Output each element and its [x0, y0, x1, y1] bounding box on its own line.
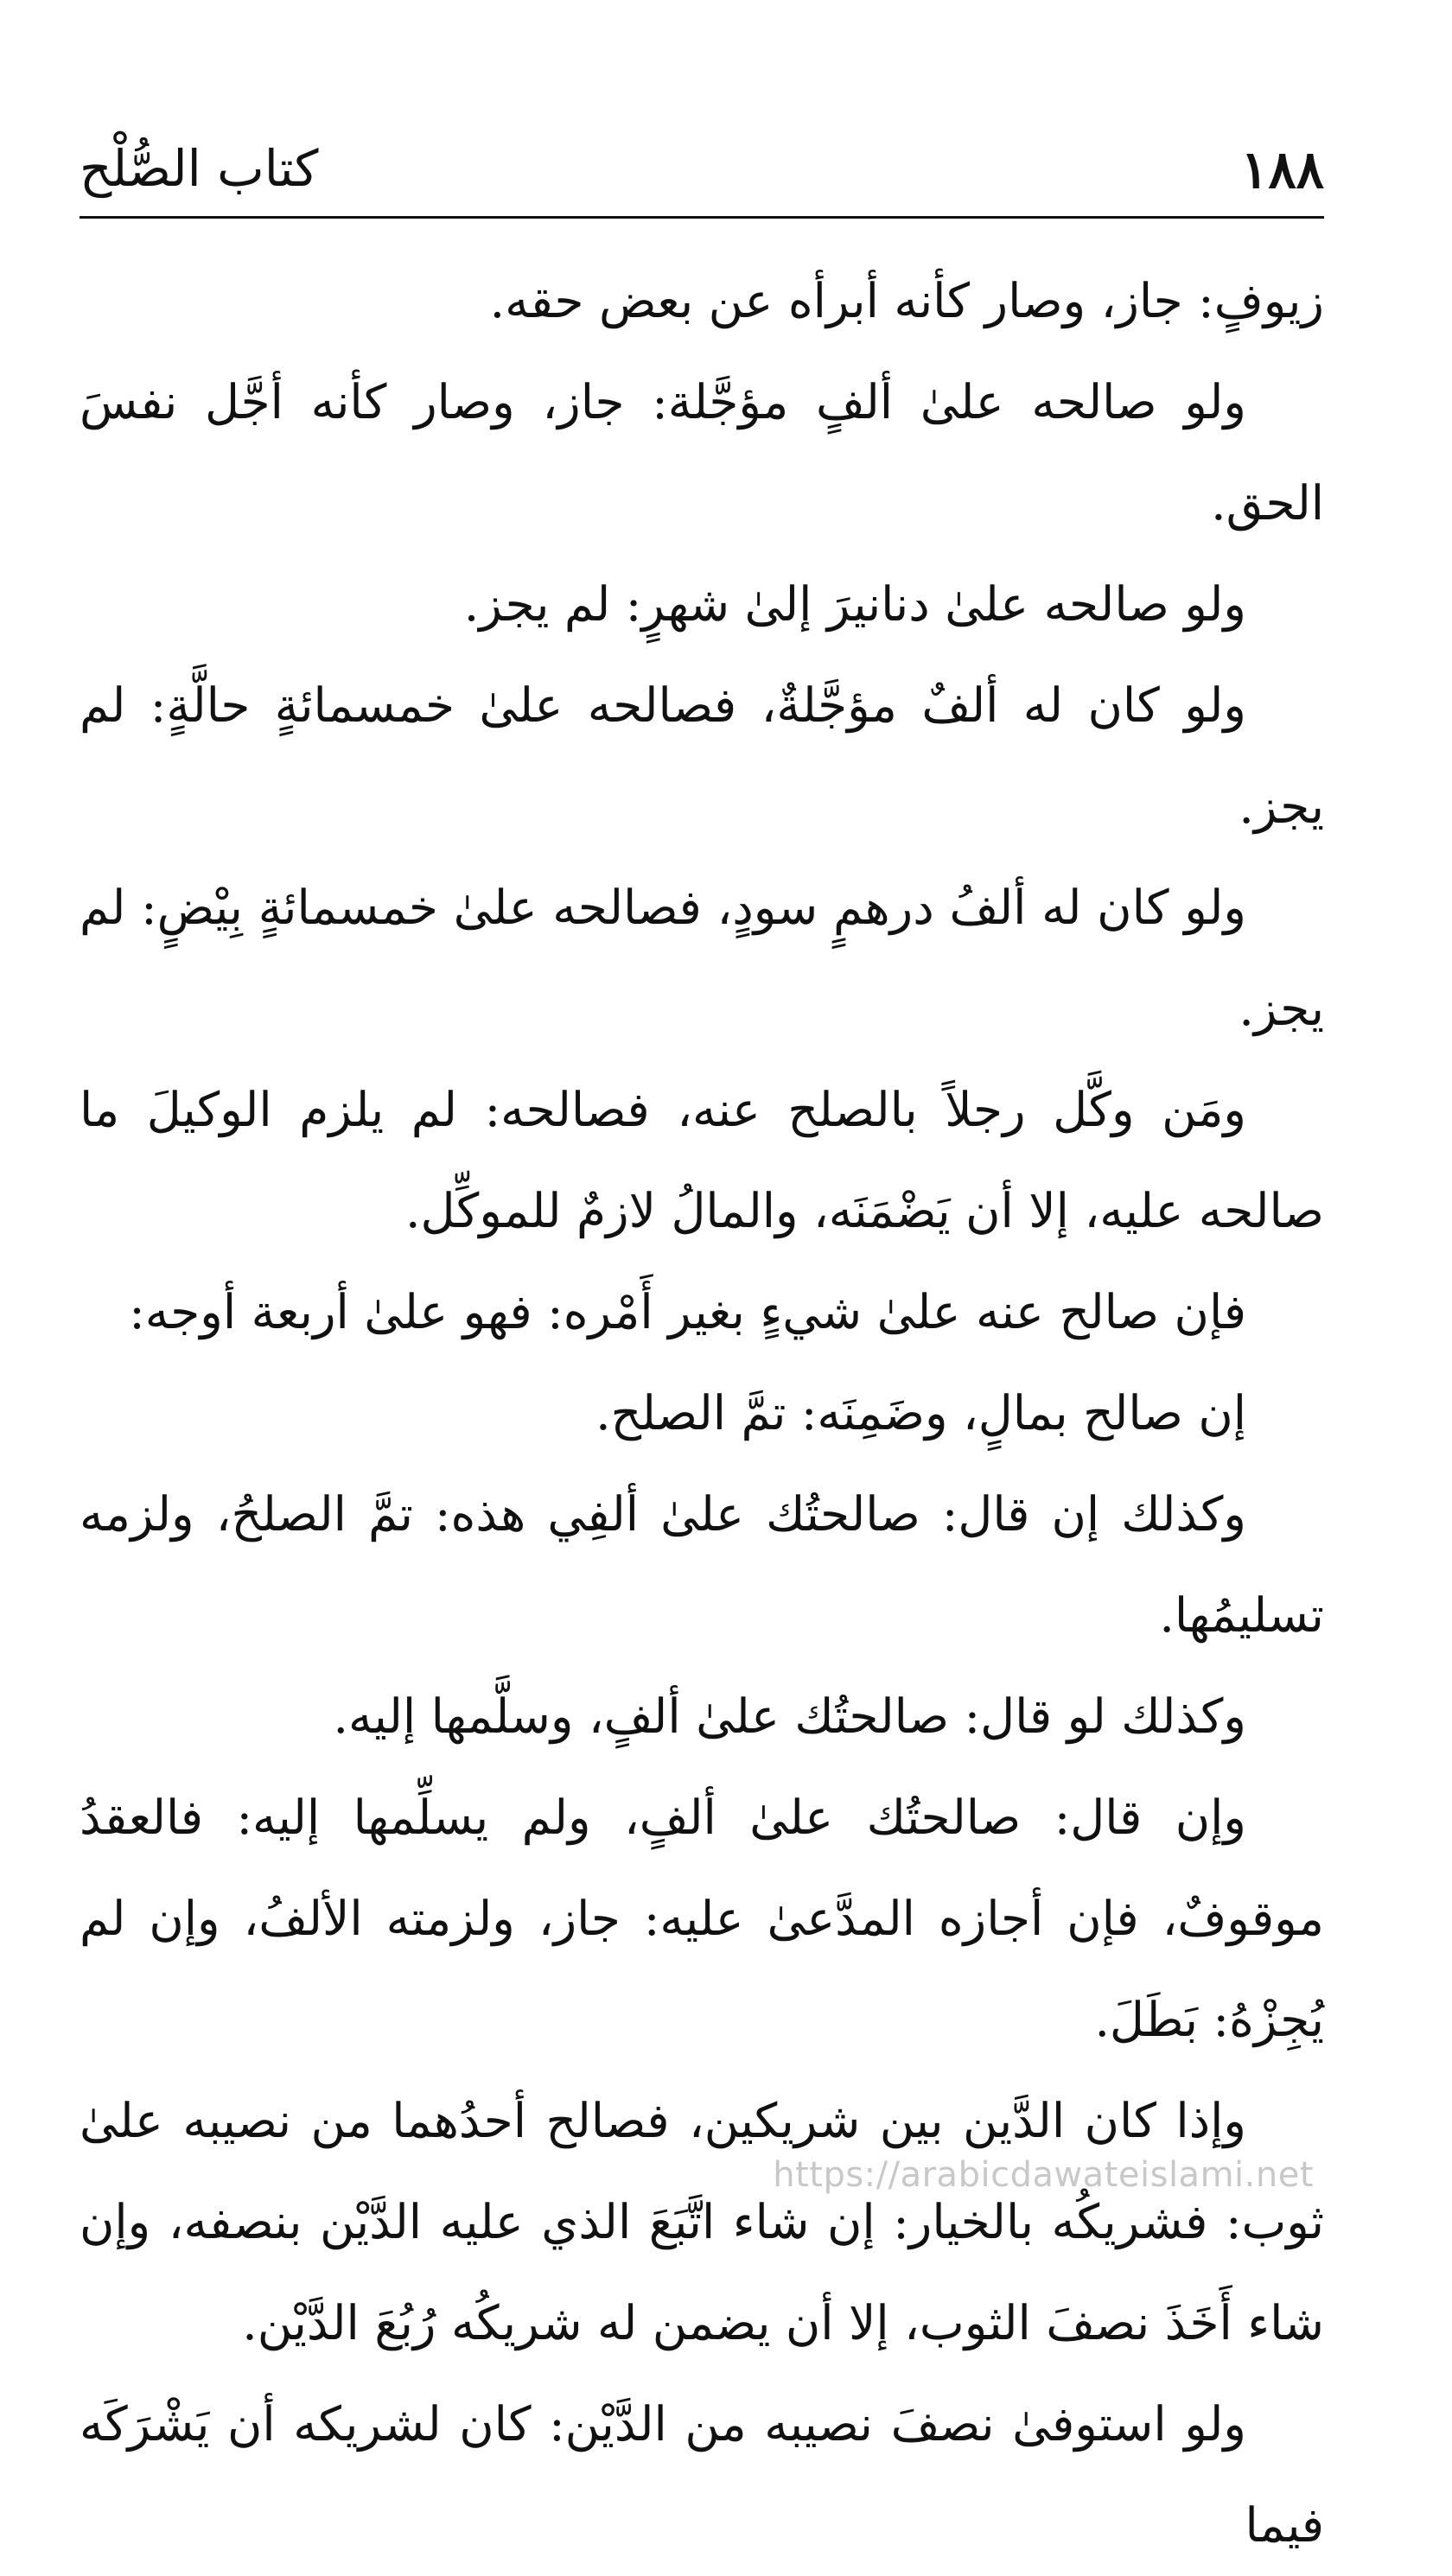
paragraph: وإن قال: صالحتُك علىٰ ألفٍ، ولم يسلِّمها إليه: فالعقدُ موقوفٌ، فإن أجازه المدَّعىٰ عليه: جاز، ولزمته الألفُ، وإن لم يُجِزْهُ: بَطَلَ. [80, 1790, 1324, 2047]
source-watermark: https://arabicdawateislami.net [773, 2155, 1314, 2195]
paragraph: ولو صالحه علىٰ ألفٍ مؤجَّلة: جاز، وصار كأنه أجَّل نفسَ الحق. [80, 374, 1324, 531]
running-title: كتاب الصُّلْح [80, 139, 319, 198]
page-header [80, 130, 1324, 219]
paragraph: ولو كان له ألفٌ مؤجَّلةٌ، فصالحه علىٰ خمسمائةٍ حالَّةٍ: لم يجز. [80, 677, 1324, 834]
paragraph: ولو كان له ألفُ درهمٍ سودٍ، فصالحه علىٰ خمسمائةٍ بِيْضٍ: لم يجز. [80, 880, 1324, 1036]
page-body [80, 251, 1324, 2576]
paragraph: وكذلك إن قال: صالحتُك علىٰ ألفِي هذه: تمَّ الصلحُ، ولزمه تسليمُها. [80, 1486, 1324, 1643]
paragraph: وإذا كان الدَّين بين شريكين، فصالح أحدُهما من نصيبه علىٰ ثوب: فشريكُه بالخيار: إن شاء اتَّبَعَ الذي عليه الدَّيْن بنصفه، وإن شاء أَخَذَ نصفَ الثوب، إلا أن يضمن له شريكُه رُبُعَ الدَّيْن. [80, 2093, 1324, 2350]
paragraph: وكذلك لو قال: صالحتُك علىٰ ألفٍ، وسلَّمها إليه. [333, 1689, 1246, 1744]
paragraph: ولو صالحه علىٰ دنانيرَ إلىٰ شهرٍ: لم يجز. [463, 576, 1246, 632]
paragraph: زيوفٍ: جاز، وصار كأنه أبرأه عن بعض حقه. [489, 273, 1324, 328]
page-number: ١٨٨ [1240, 140, 1324, 200]
paragraph: ومَن وكَّل رجلاً بالصلح عنه، فصالحه: لم يلزم الوكيلَ ما صالحه عليه، إلا أن يَضْمَنَه، والمالُ لازمٌ للموكِّل. [80, 1082, 1324, 1238]
paragraph: ولو استوفىٰ نصفَ نصيبه من الدَّيْن: كان لشريكه أن يَشْرَكَه فيما [80, 2396, 1324, 2553]
paragraph: إن صالح بمالٍ، وضَمِنَه: تمَّ الصلح. [595, 1385, 1246, 1441]
paragraph: فإن صالح عنه علىٰ شيءٍ بغير أَمْره: فهو علىٰ أربعة أوجه: [129, 1284, 1246, 1339]
